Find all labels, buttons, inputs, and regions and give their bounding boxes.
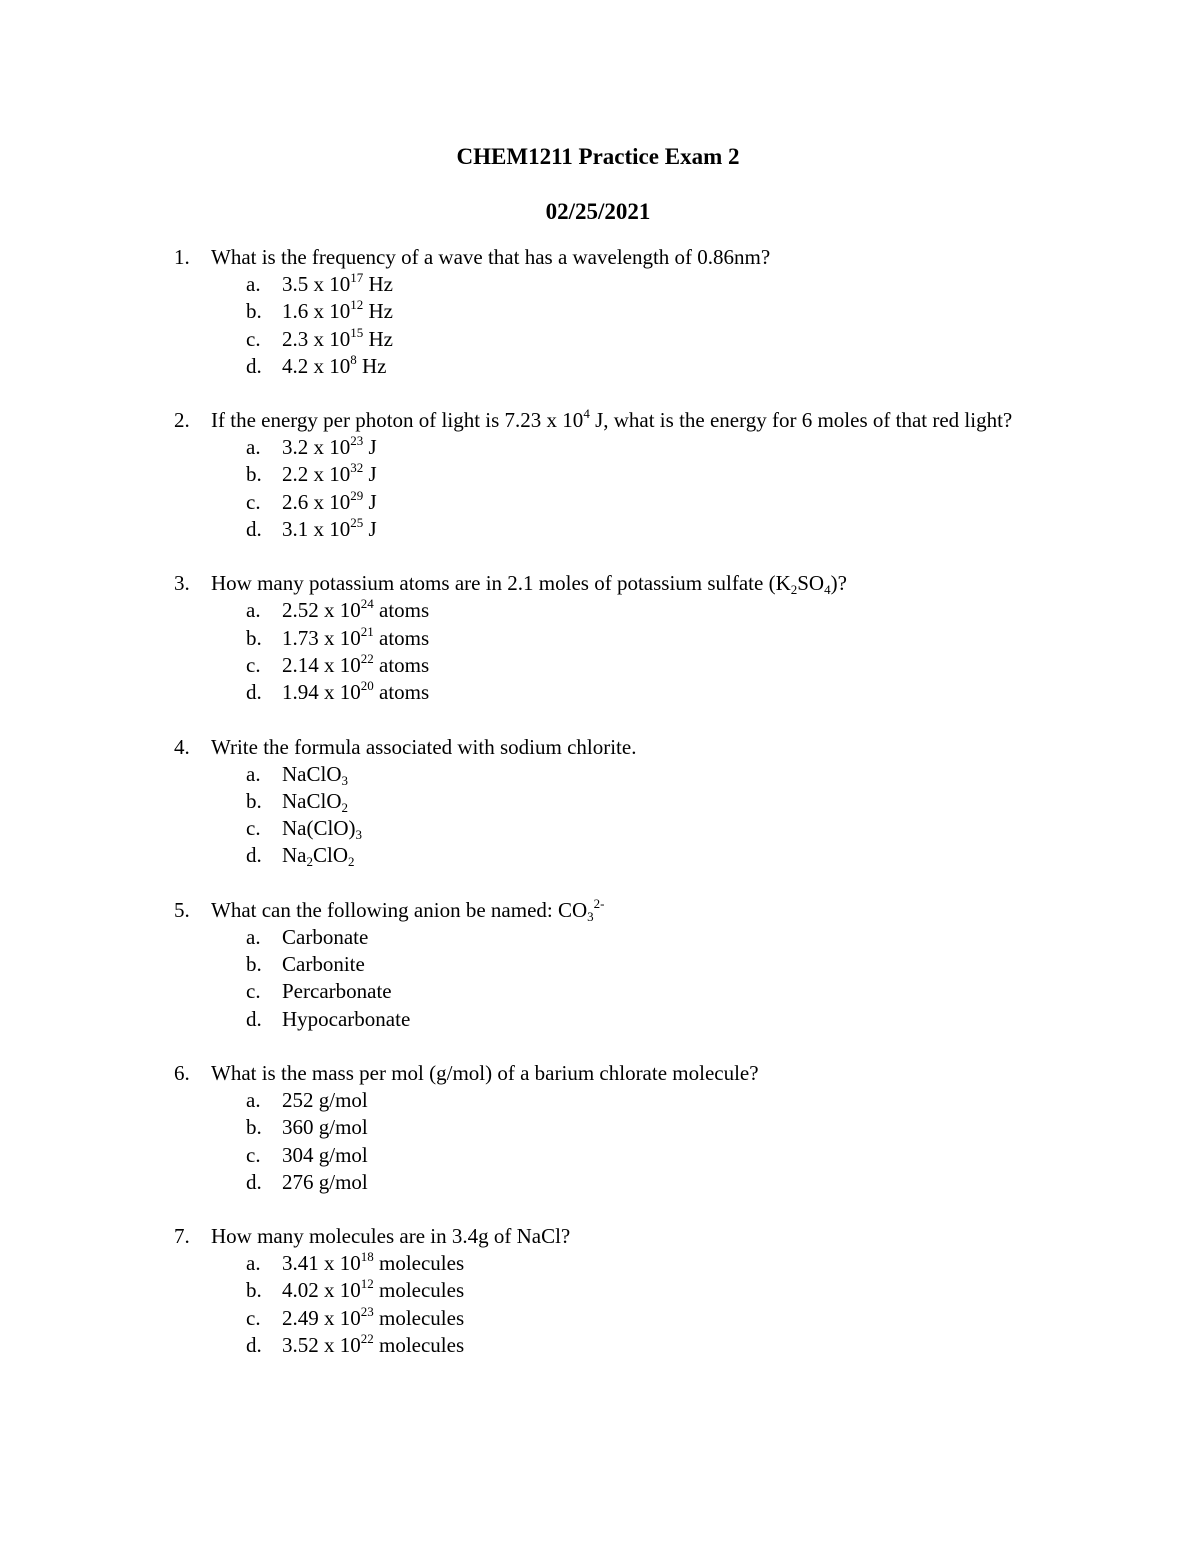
option-a: a. 2.52 x $10^{24}$ atoms <box>246 596 430 623</box>
option-b: b. 1.6 x $10^{12}$ Hz <box>246 297 393 324</box>
option-a: a. Carbonate <box>246 924 369 949</box>
question-text: Write the formula associated with sodium chlorite. <box>211 734 637 759</box>
question-2 <box>0 407 1200 543</box>
question-5 <box>0 897 1200 1033</box>
question-4 <box>0 734 1200 870</box>
question-3 <box>0 570 1200 706</box>
document-title: CHEM1211 Practice Exam 2 <box>456 144 740 169</box>
question-1 <box>0 244 1200 380</box>
question-number: 6. <box>174 1060 190 1085</box>
question-number: 3. <box>174 571 190 596</box>
option-c: c. 2.14 x $10^{22}$ atoms <box>246 650 430 677</box>
question-text: How many molecules are in 3.4g of NaCl? <box>211 1224 571 1249</box>
option-c: c. 2.6 x $10^{29}$ J <box>246 487 377 514</box>
question-number: 2. <box>174 408 190 433</box>
question-text: If the energy per photon of light is 7.23 x $10^4$ J, what is the energy for 6 moles of that red light? <box>211 406 1013 433</box>
question-text: What is the frequency of a wave that has a wavelength of 0.86nm? <box>211 245 771 269</box>
question-text: What can the following anion be named: $CO_3^{2-}$ <box>211 895 605 924</box>
question-number: 5. <box>174 897 190 922</box>
option-a: a. 3.2 x $10^{23}$ J <box>246 433 377 460</box>
question-6 <box>0 1060 1200 1196</box>
question-text: How many potassium atoms are in 2.1 moles of potassium sulfate $(K_2SO_4)$? <box>211 571 847 598</box>
option-a: a. 3.5 x $10^{17}$ Hz <box>246 270 393 296</box>
option-c: c. 2.3 x $10^{15}$ Hz <box>246 324 393 351</box>
option-a: a. 3.41 x $10^{18}$ molecules <box>246 1249 465 1276</box>
option-a: a. NaClO$_3$ <box>246 761 348 788</box>
option-b: b. 4.02 x $10^{12}$ molecules <box>246 1276 465 1303</box>
question-text: What is the mass per mol (g/mol) of a barium chlorate molecule? <box>211 1060 759 1085</box>
option-c: c. $Na(ClO)_3$ <box>246 816 362 843</box>
option-b: b. Carbonite <box>246 952 365 977</box>
option-d: d. $Na_2ClO_2$ <box>246 843 355 870</box>
answer-options <box>0 761 1200 870</box>
answer-options <box>0 1250 1200 1359</box>
question-number: 1. <box>174 245 190 269</box>
document-date: 02/25/2021 <box>545 199 651 224</box>
answer-options <box>0 1087 1200 1196</box>
option-d: d. 3.1 x $10^{25}$ J <box>246 515 377 542</box>
option-b: b. 2.2 x $10^{32}$ J <box>246 460 377 487</box>
answer-options <box>0 924 1200 1033</box>
option-c: c. 2.49 x $10^{23}$ molecules <box>246 1303 465 1330</box>
option-b: b. 360 g/mol <box>246 1115 368 1140</box>
question-number: 7. <box>174 1224 190 1249</box>
option-c: c. Percarbonate <box>246 979 392 1004</box>
answer-options <box>0 597 1200 706</box>
question-list <box>0 244 1200 1386</box>
answer-options <box>0 434 1200 543</box>
option-b: b. 1.73 x $10^{21}$ atoms <box>246 623 430 650</box>
option-a: a. 252 g/mol <box>246 1087 368 1112</box>
option-b: b. NaClO$_2$ <box>246 788 348 815</box>
option-d: d. 1.94 x $10^{20}$ atoms <box>246 678 430 705</box>
option-d: d. 3.52 x $10^{22}$ molecules <box>246 1331 465 1358</box>
answer-options <box>0 271 1200 380</box>
option-d: d. 276 g/mol <box>246 1169 368 1194</box>
option-d: d. 4.2 x $10^8$ Hz <box>246 351 387 378</box>
option-d: d. Hypocarbonate <box>246 1006 411 1031</box>
question-7 <box>0 1223 1200 1359</box>
question-number: 4. <box>174 734 190 759</box>
option-c: c. 304 g/mol <box>246 1142 368 1167</box>
